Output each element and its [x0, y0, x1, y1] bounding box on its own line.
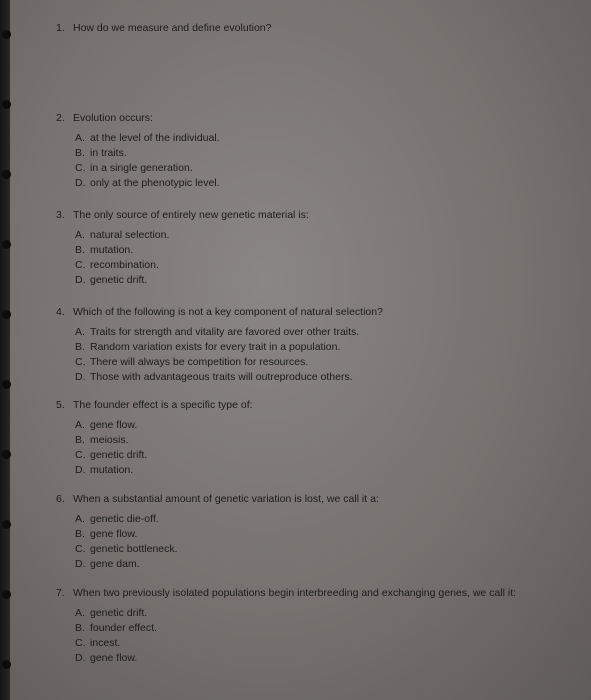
- option-c[interactable]: C. genetic drift.: [75, 449, 148, 461]
- option-a[interactable]: A. genetic drift.: [75, 607, 148, 619]
- question-text: 7. When two previously isolated populations begin interbreeding and exchanging genes, we call it:: [56, 587, 517, 599]
- answer-options: [56, 325, 576, 385]
- binder-hole: [2, 30, 11, 39]
- question-text: 3. The only source of entirely new genetic material is:: [56, 209, 309, 221]
- binder-hole: [2, 380, 11, 389]
- option-a[interactable]: A. at the level of the individual.: [75, 132, 220, 144]
- question-7: [56, 586, 576, 666]
- binder-hole: [2, 240, 11, 249]
- question-text: 5. The founder effect is a specific type of:: [56, 399, 253, 411]
- option-d[interactable]: D. gene flow.: [75, 652, 138, 664]
- binder-hole: [2, 100, 11, 109]
- question-1: [56, 21, 576, 41]
- question-number: 7.: [56, 587, 65, 599]
- option-d[interactable]: D. Those with advantageous traits will outreproduce others.: [75, 371, 353, 383]
- binder-hole: [2, 310, 11, 319]
- option-b[interactable]: B. mutation.: [75, 244, 134, 256]
- question-text: 2. Evolution occurs:: [56, 112, 153, 124]
- option-d[interactable]: D. only at the phenotypic level.: [75, 177, 220, 189]
- question-5: [56, 398, 576, 478]
- option-c[interactable]: C. genetic bottleneck.: [75, 543, 178, 555]
- question-number: 4.: [56, 306, 65, 318]
- option-a[interactable]: A. Traits for strength and vitality are favored over other traits.: [75, 326, 360, 338]
- option-b[interactable]: B. Random variation exists for every trait in a population.: [75, 341, 341, 353]
- option-c[interactable]: C. incest.: [75, 637, 121, 649]
- question-text: 4. Which of the following is not a key component of natural selection?: [56, 306, 383, 318]
- answer-options: [56, 512, 576, 572]
- option-b[interactable]: B. meiosis.: [75, 434, 129, 446]
- question-number: 6.: [56, 493, 65, 505]
- option-d[interactable]: D. gene dam.: [75, 558, 140, 570]
- answer-options: [56, 418, 576, 478]
- question-3: [56, 208, 576, 288]
- binder-hole: [2, 590, 11, 599]
- option-a[interactable]: A. genetic die-off.: [75, 513, 159, 525]
- binder-edge: [0, 0, 10, 700]
- option-b[interactable]: B. founder effect.: [75, 622, 157, 634]
- binder-hole: [2, 520, 11, 529]
- answer-options: [56, 606, 576, 666]
- answer-options: [56, 228, 576, 288]
- question-4: [56, 305, 576, 385]
- option-a[interactable]: A. gene flow.: [75, 419, 138, 431]
- option-b[interactable]: B. gene flow.: [75, 528, 138, 540]
- question-number: 3.: [56, 209, 65, 221]
- option-c[interactable]: C. recombination.: [75, 259, 159, 271]
- answer-options: [56, 131, 576, 191]
- binder-hole: [2, 660, 11, 669]
- binder-hole: [2, 450, 11, 459]
- option-c[interactable]: C. There will always be competition for resources.: [75, 356, 309, 368]
- question-text: 1. How do we measure and define evolution?: [56, 22, 272, 34]
- option-d[interactable]: D. genetic drift.: [75, 274, 148, 286]
- option-d[interactable]: D. mutation.: [75, 464, 134, 476]
- question-text: 6. When a substantial amount of genetic variation is lost, we call it a:: [56, 493, 379, 505]
- question-number: 5.: [56, 399, 65, 411]
- option-a[interactable]: A. natural selection.: [75, 229, 170, 241]
- question-6: [56, 492, 576, 572]
- question-2: [56, 111, 576, 191]
- option-b[interactable]: B. in traits.: [75, 147, 127, 159]
- question-number: 1.: [56, 22, 65, 34]
- question-number: 2.: [56, 112, 65, 124]
- option-c[interactable]: C. in a single generation.: [75, 162, 193, 174]
- binder-hole: [2, 170, 11, 179]
